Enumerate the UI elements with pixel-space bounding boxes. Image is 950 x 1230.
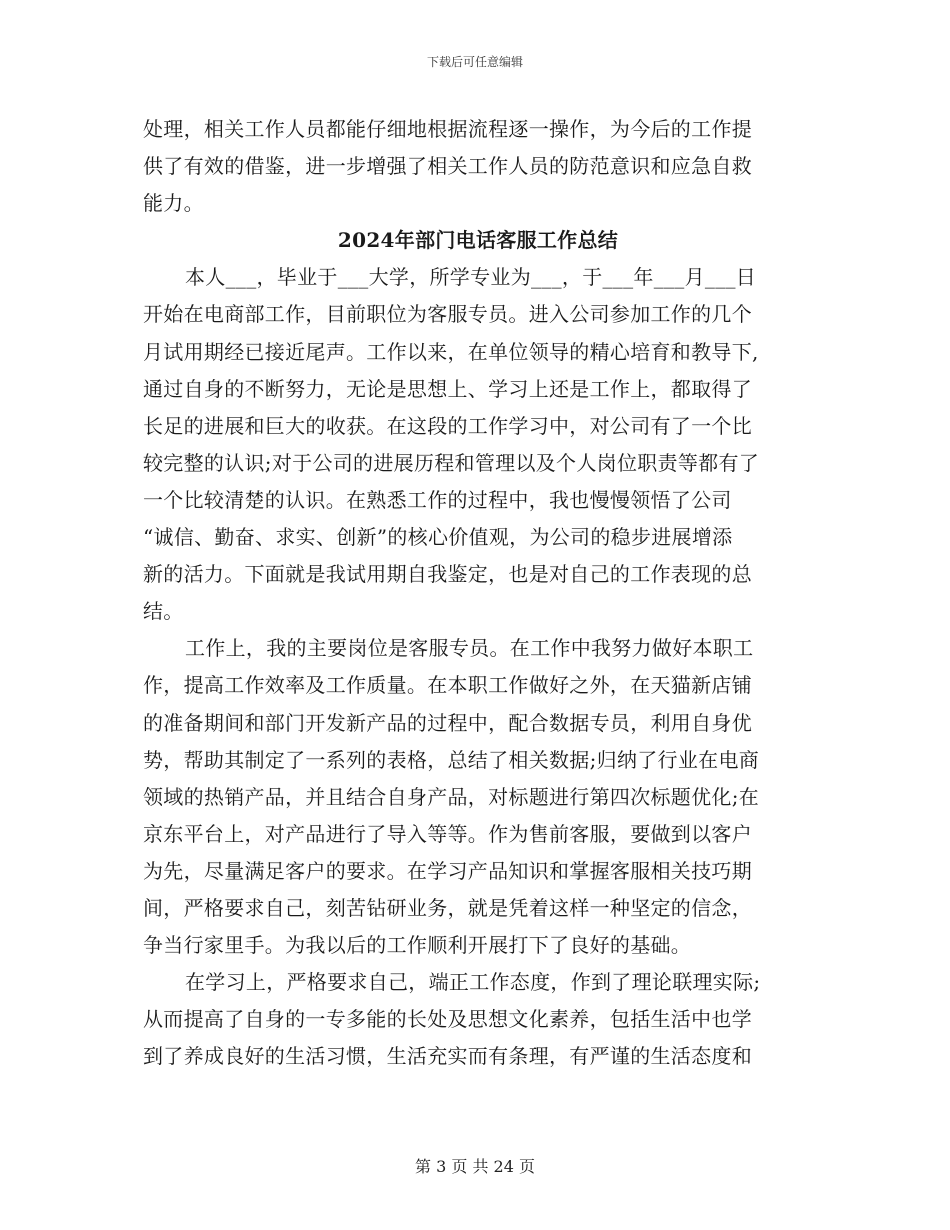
document-body bbox=[143, 111, 813, 1075]
text-line: 较完整的认识;对于公司的进展历程和管理以及个人岗位职责等都有了 bbox=[143, 450, 760, 475]
text-line: 势，帮助其制定了一系列的表格，总结了相关数据;归纳了行业在电商 bbox=[143, 747, 760, 772]
text-line: 的准备期间和部门开发新产品的过程中，配合数据专员，利用自身优 bbox=[143, 710, 752, 735]
text-line: 供了有效的借鉴，进一步增强了相关工作人员的防范意识和应急自救 bbox=[143, 154, 752, 179]
text-line: 到了养成良好的生活习惯，生活充实而有条理，有严谨的生活态度和 bbox=[143, 1044, 752, 1069]
text-line: 开始在电商部工作，目前职位为客服专员。进入公司参加工作的几个 bbox=[143, 302, 752, 327]
text-line: 月试用期经已接近尾声。工作以来，在单位领导的精心培育和教导下, bbox=[143, 339, 759, 364]
text-line: 处理，相关工作人员都能仔细地根据流程逐一操作，为今后的工作提 bbox=[143, 117, 752, 141]
text-line: 领域的热销产品，并且结合自身产品，对标题进行第四次标题优化;在 bbox=[143, 784, 760, 809]
document-title: 2024年部门电话客服工作总结 bbox=[337, 228, 619, 253]
text-line: 在学习上，严格要求自己，端正工作态度，作到了理论联理实际; bbox=[185, 970, 761, 995]
text-line: “诚信、勤奋、求实、创新”的核心价值观，为公司的稳步进展增添 bbox=[143, 525, 733, 550]
page-footer: 第 3 页 共 24 页 bbox=[415, 1157, 535, 1176]
text-line: 争当行家里手。为我以后的工作顺利开展打下了良好的基础。 bbox=[143, 933, 692, 958]
text-line: 作，提高工作效率及工作质量。在本职工作做好之外，在天猫新店铺 bbox=[143, 673, 752, 698]
text-line: 通过自身的不断努力，无论是思想上、学习上还是工作上，都取得了 bbox=[143, 376, 752, 401]
text-line: 结。 bbox=[143, 599, 184, 624]
page-header: 下载后可任意编辑 bbox=[426, 55, 523, 69]
text-line: 长足的进展和巨大的收获。在这段的工作学习中，对公司有了一个比 bbox=[143, 413, 752, 438]
text-line: 为先，尽量满足客户的要求。在学习产品知识和掌握客服相关技巧期 bbox=[143, 858, 752, 883]
text-line: 间，严格要求自己，刻苦钻研业务，就是凭着这样一种坚定的信念， bbox=[143, 895, 752, 920]
text-line: 本人___，毕业于___大学，所学专业为___，于___年___月___日 bbox=[185, 265, 757, 290]
text-line: 工作上，我的主要岗位是客服专员。在工作中我努力做好本职工 bbox=[185, 636, 754, 661]
text-line: 新的活力。下面就是我试用期自我鉴定，也是对自己的工作表现的总 bbox=[143, 562, 752, 587]
text-line: 能力。 bbox=[143, 191, 204, 216]
text-line: 京东平台上，对产品进行了导入等等。作为售前客服，要做到以客户 bbox=[143, 821, 752, 846]
text-line: 从而提高了自身的一专多能的长处及思想文化素养，包括生活中也学 bbox=[143, 1007, 752, 1032]
text-line: 一个比较清楚的认识。在熟悉工作的过程中，我也慢慢领悟了公司 bbox=[143, 487, 732, 512]
